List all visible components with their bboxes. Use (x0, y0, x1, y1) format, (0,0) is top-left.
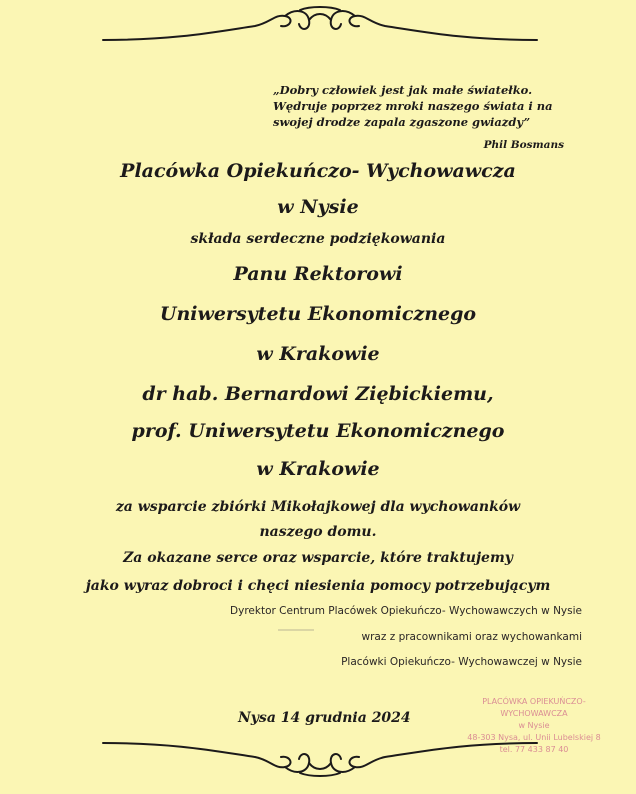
bottom-ornament (95, 739, 545, 779)
recipient-line: w Krakowie (256, 343, 380, 365)
stamp-line: tel. 77 433 87 40 (499, 745, 569, 754)
stamp-line: PLACÓWKA OPIEKUŃCZO-WYCHOWAWCZA (482, 697, 586, 718)
stamp-line: 48-303 Nysa, ul. Unii Lubelskiej 8 (467, 733, 601, 742)
signature-line: wraz z pracownikami oraz wychowankami (361, 631, 582, 643)
closing-line: jako wyraz dobroci i chęci niesienia pomocy potrzebującym (85, 578, 551, 594)
closing-line: Za okazane serce oraz wsparcie, które traktujemy (123, 550, 513, 566)
quote-line: swojej drodze zapala zgaszone gwiazdy” (273, 115, 531, 129)
recipient-line: prof. Uniwersytetu Ekonomicznego (131, 420, 505, 442)
quote-author: Phil Bosmans (483, 139, 564, 151)
document-date: Nysa 14 grudnia 2024 (238, 710, 411, 726)
quote-line: „Dobry człowiek jest jak małe światełko. (273, 83, 533, 97)
recipient-line: Uniwersytetu Ekonomicznego (159, 303, 477, 325)
reason-line: naszego domu. (259, 524, 377, 540)
quote-line: Wędruje poprzez mroki naszego świata i na (273, 99, 553, 113)
institution-city: w Nysie (277, 196, 359, 218)
stamp-line: w Nysie (518, 721, 550, 730)
signature-line: Dyrektor Centrum Placówek Opiekuńczo- Wychowawczych w Nysie (230, 605, 582, 617)
thanks-intro: składa serdeczne podziękowania (190, 231, 446, 247)
quote-block (273, 82, 573, 130)
recipient-line: Panu Rektorowi (233, 263, 403, 285)
reason-line: za wsparcie zbiórki Mikołajkowej dla wychowanków (115, 499, 521, 515)
institution-name: Placówka Opiekuńczo- Wychowawcza (120, 160, 516, 182)
recipient-line: dr hab. Bernardowi Ziębickiemu, (142, 383, 494, 405)
signature-line: Placówki Opiekuńczo- Wychowawczej w Nysie (341, 656, 582, 668)
recipient-line: w Krakowie (256, 458, 380, 480)
top-ornament (95, 4, 545, 44)
